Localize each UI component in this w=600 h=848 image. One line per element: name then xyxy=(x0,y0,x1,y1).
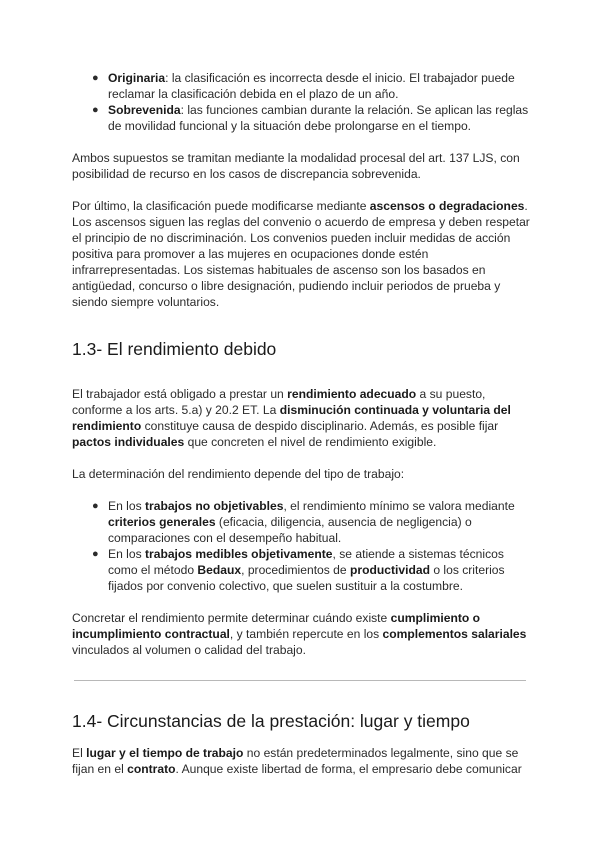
document-body xyxy=(72,70,532,777)
paragraph xyxy=(72,386,532,450)
text-span: En los xyxy=(108,547,145,561)
bold-term: ascensos o degradaciones xyxy=(369,199,525,213)
text-span: (eficacia, diligencia, ausencia de negligencia) o comparaciones con el desempeño habitual. xyxy=(108,515,472,545)
list-item xyxy=(72,70,532,102)
text-span: , procedimientos de xyxy=(241,563,350,577)
bullet-icon: ● xyxy=(92,104,99,116)
paragraph xyxy=(72,198,532,310)
bullet-icon: ● xyxy=(92,72,99,84)
list-item xyxy=(72,498,532,546)
section-heading: 1.3- El rendimiento debido xyxy=(72,339,277,359)
bullet-icon: ● xyxy=(92,500,99,512)
text-span: vinculados al volumen o calidad del trabajo. xyxy=(72,643,306,657)
text-span: Por último, la clasificación puede modificarse mediante xyxy=(72,199,370,213)
bold-term: Sobrevenida xyxy=(108,103,181,117)
text-span: . Aunque existe libertad de forma, el empresario debe comunicar xyxy=(175,762,522,776)
bold-term: rendimiento adecuado xyxy=(287,387,417,401)
bold-term: Bedaux xyxy=(197,563,242,577)
text-span: a su puesto, conforme a los arts. 5.a) y 20.2 ET. La xyxy=(72,387,486,417)
bold-term: trabajos no objetivables xyxy=(144,499,284,513)
list-item-text: : la clasificación es incorrecta desde el inicio. El trabajador puede reclamar la clasificación debida en el plazo de un año. xyxy=(108,71,515,101)
paragraph xyxy=(72,610,532,658)
bold-term: cumplimiento o incumplimiento contractual xyxy=(72,611,480,641)
text-span: , el rendimiento mínimo se valora mediante xyxy=(283,499,515,513)
bold-term: disminución continuada y voluntaria del rendimiento xyxy=(72,403,511,433)
paragraph xyxy=(72,745,532,777)
bold-term: trabajos medibles objetivamente xyxy=(144,547,333,561)
paragraph: Ambos supuestos se tramitan mediante la modalidad procesal del art. 137 LJS, con posibilidad de recurso en los casos de discrepancia sobrevenida. xyxy=(72,151,520,181)
text-span: Concretar el rendimiento permite determinar cuándo existe xyxy=(72,611,391,625)
text-span: constituye causa de despido disciplinario. Además, es posible fijar xyxy=(141,419,499,433)
text-span: El trabajador está obligado a prestar un xyxy=(72,387,288,401)
paragraph: La determinación del rendimiento depende del tipo de trabajo: xyxy=(72,467,405,481)
text-span: , y también repercute en los xyxy=(229,627,383,641)
text-span: no están predeterminados legalmente, sino que se fijan en el xyxy=(72,746,519,776)
bold-term: Originaria xyxy=(108,71,166,85)
text-span: . Los ascensos siguen las reglas del convenio o acuerdo de empresa y deben respetar el principio de no discriminación. Los convenios pueden incluir medidas de acción positiva para promover a las mujeres en ocupaciones donde estén infrarrepresentadas. Los sistemas habituales de ascenso son los basados en antigüedad, concurso o libre designación, pudiendo incluir periodos de prueba y siendo siempre voluntarios. xyxy=(72,199,530,309)
list-item xyxy=(72,546,532,594)
bold-term: lugar y el tiempo de trabajo xyxy=(86,746,244,760)
bullet-icon: ● xyxy=(92,548,99,560)
text-span: En los xyxy=(108,499,145,513)
text-span: , se atiende a sistemas técnicos como el método xyxy=(108,547,504,577)
classification-types-list xyxy=(72,70,532,134)
section-heading: 1.4- Circunstancias de la prestación: lugar y tiempo xyxy=(72,711,470,731)
work-types-list xyxy=(72,498,532,594)
list-item xyxy=(72,102,532,134)
bold-term: productividad xyxy=(350,563,430,577)
text-span: que concreten el nivel de rendimiento exigible. xyxy=(184,435,437,449)
list-item-text: : las funciones cambian durante la relación. Se aplican las reglas de movilidad funcional y la situación debe prolongarse en el tiempo. xyxy=(108,103,529,133)
text-span: o los criterios fijados por convenio colectivo, que suelen sustituir a la costumbre. xyxy=(108,563,505,593)
bold-term: complementos salariales xyxy=(382,627,527,641)
bold-term: contrato xyxy=(127,762,176,776)
bold-term: criterios generales xyxy=(108,515,216,529)
bold-term: pactos individuales xyxy=(72,435,185,449)
text-span: El xyxy=(72,746,87,760)
